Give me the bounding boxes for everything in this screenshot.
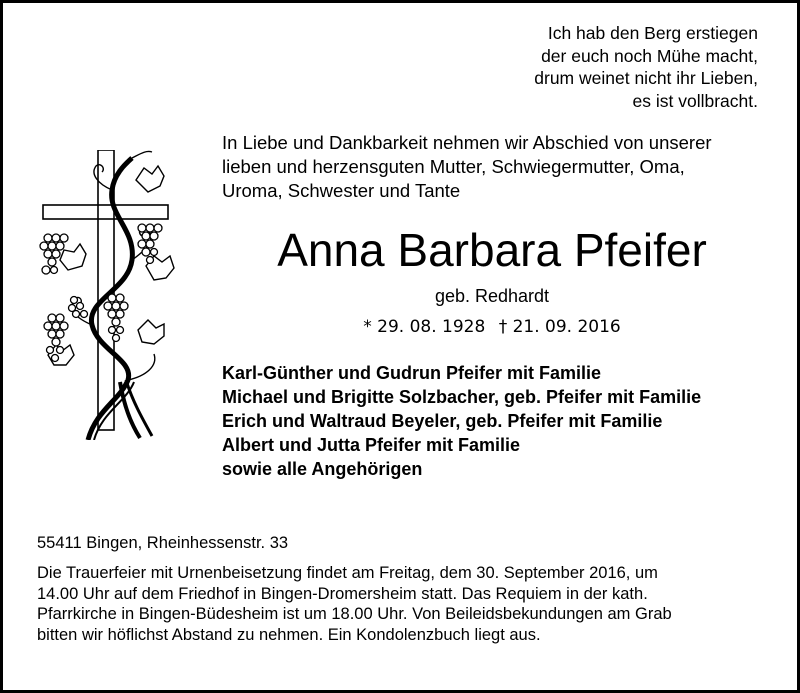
deceased-name: Anna Barbara Pfeifer: [277, 224, 707, 276]
cross-with-grapevine-icon: [28, 150, 188, 440]
mourners-list: [222, 361, 701, 481]
poem-line: der euch noch Mühe macht,: [541, 45, 758, 66]
poem-line: es ist vollbracht.: [632, 90, 758, 111]
notice-line: Pfarrkirche in Bingen-Büdesheim ist um 18.00 Uhr. Von Beileidsbekundungen am Grab: [37, 605, 672, 623]
poem-line: drum weinet nicht ihr Lieben,: [534, 68, 758, 88]
mourner-line: Michael und Brigitte Solzbacher, geb. Pfeifer mit Familie: [222, 387, 702, 407]
mourner-line: Karl-Günther und Gudrun Pfeifer mit Familie: [222, 363, 602, 383]
intro-line: In Liebe und Dankbarkeit nehmen wir Abschied von unserer: [222, 132, 712, 153]
funeral-notice: [37, 563, 672, 645]
intro-line: Uroma, Schwester und Tante: [222, 180, 461, 201]
notice-line: 14.00 Uhr auf dem Friedhof in Bingen-Dromersheim statt. Das Requiem in der kath.: [37, 584, 648, 603]
poem: [534, 22, 758, 112]
intro-text: [222, 131, 712, 203]
birth-name: geb. Redhardt: [434, 286, 550, 306]
birth-date: * 29. 08. 1928: [363, 317, 486, 337]
life-dates: [222, 316, 762, 338]
poem-line: Ich hab den Berg erstiegen: [547, 23, 758, 43]
notice-line: bitten wir höflichst Abstand zu nehmen. Ein Kondolenzbuch liegt aus.: [37, 625, 541, 644]
mourner-line: Albert und Jutta Pfeifer mit Familie: [222, 435, 521, 455]
intro-line: lieben und herzensguten Mutter, Schwiegermutter, Oma,: [222, 156, 685, 177]
notice-line: Die Trauerfeier mit Urnenbeisetzung findet am Freitag, dem 30. September 2016, um: [37, 564, 658, 582]
address: 55411 Bingen, Rheinhessenstr. 33: [37, 534, 289, 552]
mourner-line: sowie alle Angehörigen: [222, 459, 423, 479]
death-date: † 21. 09. 2016: [498, 317, 621, 337]
mourner-line: Erich und Waltraud Beyeler, geb. Pfeifer mit Familie: [222, 411, 663, 431]
